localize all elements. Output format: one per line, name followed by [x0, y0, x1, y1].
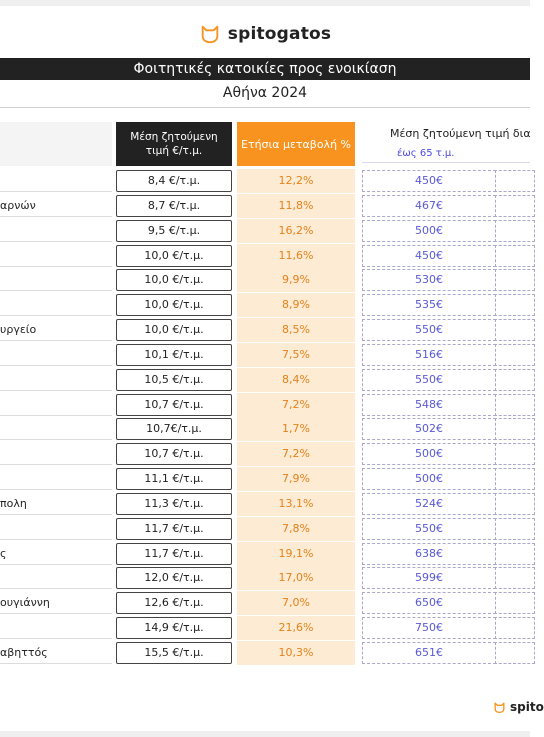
table-row [0, 245, 530, 267]
annual-change: 17,0% [237, 566, 355, 590]
row-divider [0, 390, 112, 391]
rent-next-cell [494, 418, 535, 440]
rent-next-cell [494, 394, 535, 416]
rent-next-cell [494, 543, 535, 565]
table-row [0, 294, 530, 316]
rent-next-cell [494, 617, 535, 639]
table-row [0, 170, 530, 192]
row-divider [0, 489, 112, 490]
price-header-label: Μέση ζητούμενη τιμή €/τ.μ. [130, 131, 218, 157]
price-per-sqm: 9,5 €/τ.μ. [116, 220, 232, 242]
annual-change: 10,3% [237, 641, 355, 665]
rent-header-divider [362, 162, 530, 163]
table-row [0, 468, 530, 490]
row-divider [0, 613, 112, 614]
rent-next-cell [494, 468, 535, 490]
annual-change: 11,6% [237, 244, 355, 268]
rent-next-cell [494, 518, 535, 540]
rent-next-cell [494, 443, 535, 465]
table-row [0, 394, 530, 416]
table-row [0, 443, 530, 465]
row-divider [0, 588, 112, 589]
row-divider [0, 539, 112, 540]
rent-next-cell [494, 195, 535, 217]
area-name: πολη [0, 496, 27, 510]
annual-change: 7,0% [237, 591, 355, 615]
price-per-sqm: 11,1 €/τ.μ. [116, 468, 232, 490]
rent-next-cell [494, 567, 535, 589]
rent-column-header: Μέση ζητούμενη τιμή δια [390, 127, 531, 140]
price-column-header [116, 122, 232, 166]
price-per-sqm: 10,7 €/τ.μ. [116, 394, 232, 416]
table-row [0, 493, 530, 515]
change-column-header: Ετήσια μεταβολή % [237, 122, 355, 166]
rent-price: 450€ [362, 170, 496, 192]
annual-change: 13,1% [237, 492, 355, 516]
rent-next-cell [494, 642, 535, 664]
table-row [0, 567, 530, 589]
price-per-sqm: 11,7 €/τ.μ. [116, 543, 232, 565]
row-divider [0, 290, 112, 291]
price-per-sqm: 10,7€/τ.μ. [116, 418, 232, 440]
annual-change: 1,7% [237, 417, 355, 441]
price-per-sqm: 11,3 €/τ.μ. [116, 493, 232, 515]
area-name: υργείο [0, 323, 37, 336]
annual-change: 7,2% [237, 442, 355, 466]
cat-logo-icon [199, 23, 221, 45]
price-per-sqm: 10,0 €/τ.μ. [116, 269, 232, 291]
rent-price: 599€ [362, 567, 496, 589]
rent-next-cell [494, 319, 535, 341]
annual-change: 8,9% [237, 293, 355, 317]
annual-change: 21,6% [237, 616, 355, 640]
table-row [0, 319, 530, 341]
page-title: Φοιτητικές κατοικίες προς ενοικίαση [0, 58, 530, 80]
price-per-sqm: 12,0 €/τ.μ. [116, 567, 232, 589]
row-divider [0, 464, 112, 465]
annual-change: 8,5% [237, 318, 355, 342]
divider [0, 107, 530, 108]
table-row [0, 518, 530, 540]
bottom-border [0, 731, 530, 737]
rent-price: 524€ [362, 493, 496, 515]
cat-logo-icon [493, 701, 506, 714]
rent-price: 550€ [362, 518, 496, 540]
annual-change: 16,2% [237, 219, 355, 243]
table-row [0, 269, 530, 291]
rent-price: 530€ [362, 269, 496, 291]
table-row [0, 344, 530, 366]
row-divider [0, 663, 112, 664]
rent-price: 535€ [362, 294, 496, 316]
rent-next-cell [494, 294, 535, 316]
rent-price: 651€ [362, 642, 496, 664]
table-row [0, 642, 530, 664]
rent-next-cell [494, 344, 535, 366]
price-per-sqm: 12,6 €/τ.μ. [116, 592, 232, 614]
rent-next-cell [494, 170, 535, 192]
price-per-sqm: 15,5 €/τ.μ. [116, 642, 232, 664]
rent-price: 750€ [362, 617, 496, 639]
rent-price: 500€ [362, 468, 496, 490]
price-per-sqm: 10,0 €/τ.μ. [116, 319, 232, 341]
row-divider [0, 315, 112, 316]
rent-subheader: έως 65 τ.μ. [397, 148, 455, 159]
table-row [0, 195, 530, 217]
page-subtitle: Αθήνα 2024 [222, 85, 308, 101]
row-divider [0, 340, 112, 341]
annual-change: 7,5% [237, 343, 355, 367]
rent-price: 638€ [362, 543, 496, 565]
area-name: ουγιάννη [0, 596, 50, 610]
area-column-header [0, 122, 112, 166]
rent-price: 650€ [362, 592, 496, 614]
footer-brand-name: spito [510, 700, 544, 714]
row-divider [0, 241, 112, 242]
table-row [0, 220, 530, 242]
row-divider [0, 415, 112, 416]
rent-price: 550€ [362, 369, 496, 391]
rent-next-cell [494, 592, 535, 614]
annual-change: 8,4% [237, 368, 355, 392]
area-name: αβηττός [0, 646, 48, 659]
price-per-sqm: 10,0 €/τ.μ. [116, 294, 232, 316]
rent-price: 500€ [362, 220, 496, 242]
area-name: ς [0, 546, 7, 560]
price-per-sqm: 14,9 €/τ.μ. [116, 617, 232, 639]
table-row [0, 617, 530, 639]
annual-change: 11,8% [237, 194, 355, 218]
row-divider [0, 365, 112, 366]
annual-change: 12,2% [237, 169, 355, 193]
price-per-sqm: 10,5 €/τ.μ. [116, 369, 232, 391]
brand-name: spitogatos [227, 24, 332, 44]
rent-price: 450€ [362, 245, 496, 267]
annual-change: 7,2% [237, 393, 355, 417]
rent-next-cell [494, 369, 535, 391]
rent-price: 516€ [362, 344, 496, 366]
rent-price: 500€ [362, 443, 496, 465]
table-row [0, 418, 530, 440]
top-border [0, 0, 530, 6]
annual-change: 19,1% [237, 542, 355, 566]
row-divider [0, 564, 112, 565]
rent-next-cell [494, 245, 535, 267]
rent-next-cell [494, 493, 535, 515]
price-per-sqm: 8,4 €/τ.μ. [116, 170, 232, 192]
price-per-sqm: 10,0 €/τ.μ. [116, 245, 232, 267]
table-row [0, 592, 530, 614]
rent-price: 550€ [362, 319, 496, 341]
rent-price: 548€ [362, 394, 496, 416]
row-divider [0, 638, 112, 639]
table-row [0, 543, 530, 565]
rent-price: 502€ [362, 418, 496, 440]
row-divider [0, 191, 112, 192]
row-divider [0, 439, 112, 440]
rent-price: 467€ [362, 195, 496, 217]
annual-change: 7,9% [237, 467, 355, 491]
annual-change: 9,9% [237, 268, 355, 292]
annual-change: 7,8% [237, 517, 355, 541]
rent-next-cell [494, 220, 535, 242]
brand-logo [0, 18, 530, 50]
price-per-sqm: 8,7 €/τ.μ. [116, 195, 232, 217]
price-per-sqm: 10,1 €/τ.μ. [116, 344, 232, 366]
rent-next-cell [494, 269, 535, 291]
row-divider [0, 266, 112, 267]
row-divider [0, 216, 112, 217]
area-name: αρνών [0, 198, 36, 212]
price-per-sqm: 11,7 €/τ.μ. [116, 518, 232, 540]
table-row [0, 369, 530, 391]
price-per-sqm: 10,7 €/τ.μ. [116, 443, 232, 465]
row-divider [0, 514, 112, 515]
footer-logo [493, 700, 544, 714]
